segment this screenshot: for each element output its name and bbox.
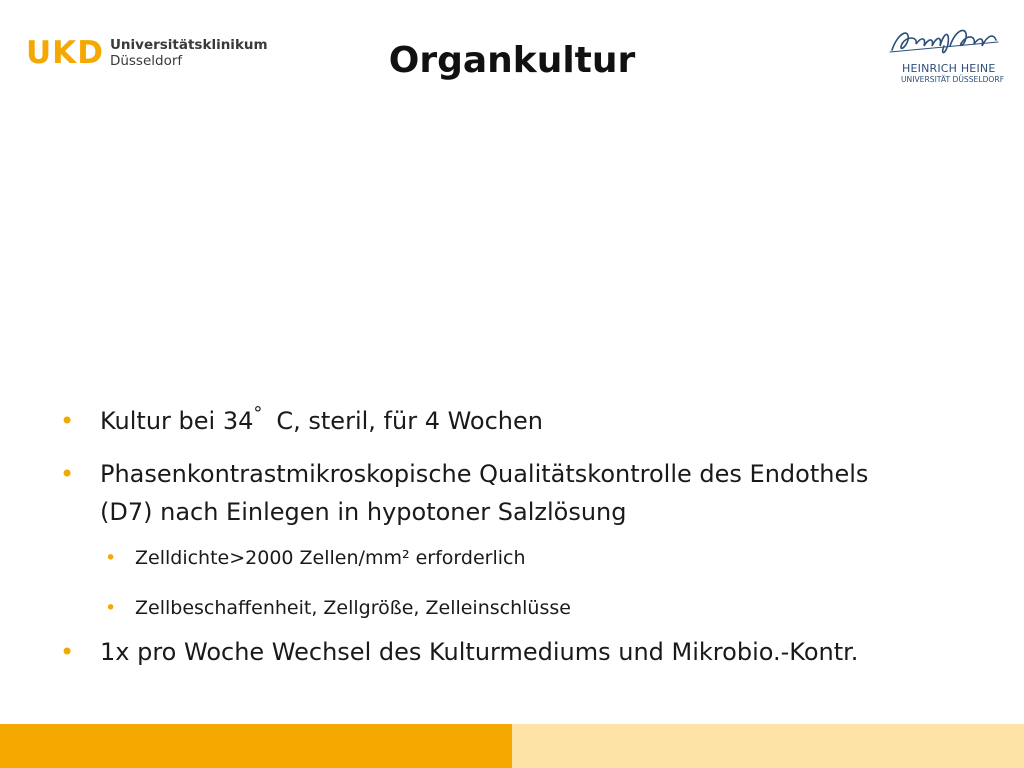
degree-symbol: ° <box>253 403 263 424</box>
bullet-text: 1x pro Woche Wechsel des Kulturmediums und Mikrobio.-Kontr. <box>100 638 859 666</box>
bullet-dot: • <box>60 407 75 435</box>
bullet-item <box>60 402 1000 443</box>
sub-bullet-text: Zellbeschaffenheit, Zellgröße, Zelleinschlüsse <box>135 597 571 619</box>
bullet-item <box>60 455 1000 531</box>
sub-bullet-item <box>105 543 1000 573</box>
bullet-text: Kultur bei 34 <box>100 407 254 435</box>
ukd-logo-line1: Universitätsklinikum <box>109 37 268 53</box>
hhu-name: HEINRICH HEINE <box>902 62 996 75</box>
sub-bullet-text: Zelldichte>2000 Zellen/mm² erforderlich <box>135 547 526 569</box>
bullet-dot: • <box>105 547 117 569</box>
bullet-item <box>60 633 1000 671</box>
ukd-logo-mark: UKD <box>26 34 104 71</box>
slide-title: Organkultur <box>388 40 636 81</box>
sub-bullet-item <box>105 593 1000 623</box>
bullet-list <box>60 402 1000 683</box>
bullet-dot: • <box>60 638 75 666</box>
hhu-logo <box>884 22 1005 86</box>
hhu-university: UNIVERSITÄT DÜSSELDORF <box>901 75 1005 84</box>
bullet-dot: • <box>60 460 75 488</box>
bullet-text: C, steril, für 4 Wochen <box>276 407 543 435</box>
signature-icon <box>888 22 1000 62</box>
bullet-dot: • <box>105 597 117 619</box>
ukd-logo-line2: Düsseldorf <box>109 53 183 69</box>
footer-bar-left <box>0 724 512 768</box>
bullet-text: Phasenkontrastmikroskopische Qualitätskontrolle des Endothels <box>100 460 869 488</box>
footer-bar-right <box>512 724 1024 768</box>
bullet-text: (D7) nach Einlegen in hypotoner Salzlösung <box>100 498 627 526</box>
